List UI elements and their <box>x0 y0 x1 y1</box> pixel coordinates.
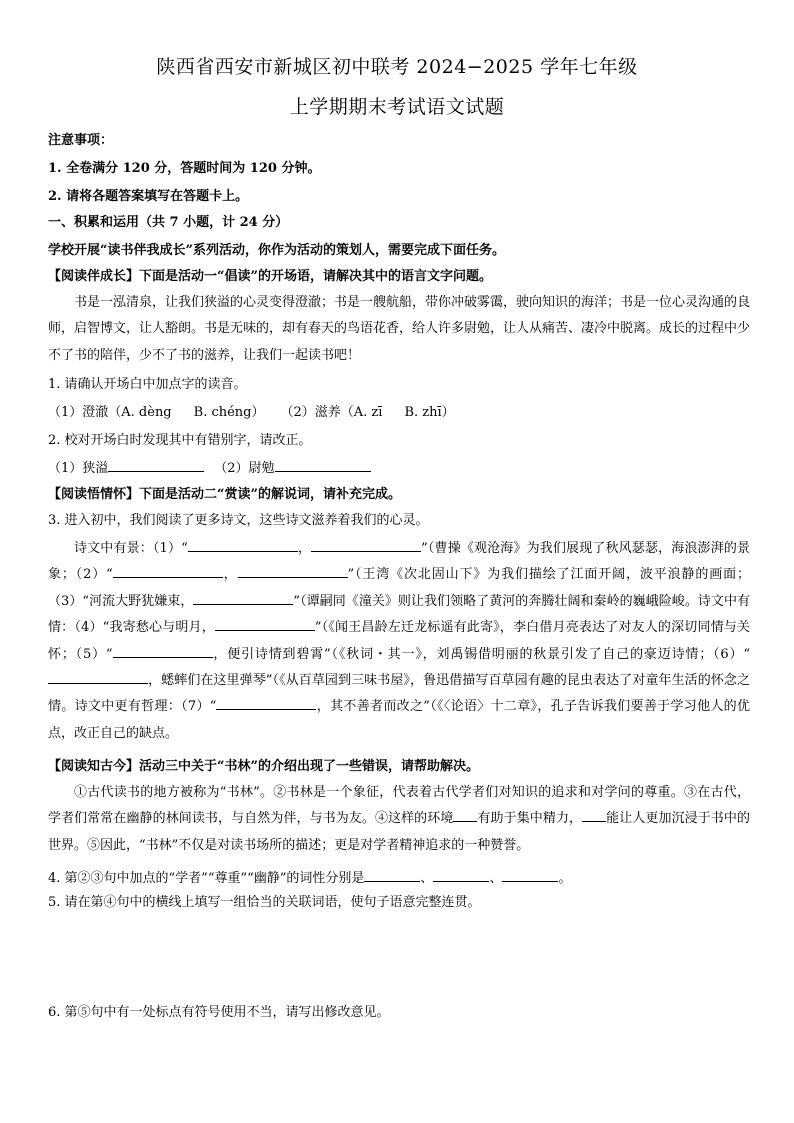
q2-answer-blank-b[interactable] <box>275 458 371 472</box>
section-1-heading: 一、积累和运用（共 7 小题，计 24 分） <box>48 215 289 230</box>
q1-option-b: B. chéng） <box>193 405 265 420</box>
q4-blank-3[interactable] <box>502 868 558 882</box>
question-2: 2. 校对开场白时发现其中有错别字，请改正。 <box>48 433 312 448</box>
part-2-heading: 【阅读悟情怀】下面是活动二“赏读”的解说词，请补充完成。 <box>48 487 401 502</box>
q1-option-d: B. zhī） <box>404 405 455 420</box>
question-2-answers <box>48 458 748 478</box>
connective-blank-2[interactable] <box>582 808 606 822</box>
blank-3[interactable] <box>193 591 293 605</box>
notice-heading: 注意事项： <box>48 133 114 148</box>
notice-item-1: 1. 全卷满分 120 分，答题时间为 120 分钟。 <box>48 161 321 176</box>
q2-item-b: （2）尉勉 <box>214 461 275 476</box>
blank-2b[interactable] <box>238 564 348 578</box>
blank-1b[interactable] <box>311 538 421 552</box>
blank-5[interactable] <box>113 644 213 658</box>
q4-blank-1[interactable] <box>364 868 420 882</box>
page-title-line-2: 上学期期末考试语文试题 <box>289 96 505 118</box>
blank-6[interactable] <box>48 670 148 684</box>
blank-2a[interactable] <box>113 564 223 578</box>
part-1-passage: 书是一泓清泉，让我们狭溢的心灵变得澄澈；书是一艘航船，带你冲破雾霭，驶向知识的海洋；书是一位心灵沟通的良师，启智博文，让人豁朗。书是无味的，却有春天的鸟语花香，给人许多尉勉，让人从痛苦、凄冷中脱离。成长的过程中少不了书的陪伴，少不了书的滋养，让我们一起读书吧！ <box>48 295 751 363</box>
question-5: 5. 请在第④句中的横线上填写一组恰当的关联词语，使句子语意完整连贯。 <box>48 895 481 910</box>
question-1-options <box>48 404 748 422</box>
q2-item-a: （1）狭溢 <box>48 461 109 476</box>
q4-blank-2[interactable] <box>433 868 489 882</box>
page-title-line-1: 陕西省西安市新城区初中联考 2024−2025 学年七年级 <box>156 56 638 78</box>
blank-7[interactable] <box>216 696 316 710</box>
part-3-heading: 【阅读知古今】活动三中关于“书林”的介绍出现了一些错误，请帮助解决。 <box>48 759 479 774</box>
connective-blank-1[interactable] <box>453 808 477 822</box>
blank-4[interactable] <box>215 617 315 631</box>
question-1: 1. 请确认开场白中加点字的读音。 <box>48 377 247 392</box>
question-6: 6. 第⑤句中有一处标点有符号使用不当，请写出修改意见。 <box>48 1005 390 1020</box>
q1-option-a: （1）澄澈（A. dèng <box>48 405 172 420</box>
part-3-passage: ①古代读书的地方被称为“书林”。②书林是一个象征，代表着古代学者们对知识的追求和对学问的尊重。③在古代，学者们常常在幽静的林间读书，与自然为伴，与书为友。④这样的环境 有助于集中精力， 能让人更加沉浸于书中的世界。⑤因此，“书林”不仅是对读书场所的描述；更是对学者精神追求的一种赞誉。 <box>48 785 750 853</box>
question-3-passage: 诗文中有景：（1）“ ， ”（曹操《观沧海》为我们展现了秋风瑟瑟，海浪澎湃的景象；（2）“ ， ”（王湾《次北固山下》为我们描绘了江面开阔，波平浪静的画面；（3）“河流大野犹嫌束， ”（谭嗣同《潼关》则让我们领略了黄河的奔腾壮阔和秦岭的巍峨险峻。诗文中有情：（4）“我寄愁心与明月， ”（《闻王昌龄左迁龙标遥有此寄》，李白借月亮表达了对友人的深切同情与关怀；（5）“ ，便引诗情到碧霄”（《秋词・其一》，刘禹锡借明丽的秋景引发了自己的豪迈诗情；（6）“，蟋蟀们在这里弹琴”（《从百草园到三味书屋》，鲁迅借描写百草园有趣的昆虫表达了对童年生活的怀念之情。诗文中更有哲理：（7）“ ，其不善者而改之”（《〈论语〉十二章》，孔子告诉我们要善于学习他人的优点，改正自己的缺点。 <box>48 536 750 747</box>
notice-item-2: 2. 请将各题答案填写在答题卡上。 <box>48 189 249 204</box>
part-1-heading: 【阅读伴成长】下面是活动一“倡读”的开场语，请解决其中的语言文字问题。 <box>48 269 492 284</box>
q2-answer-blank-a[interactable] <box>108 458 204 472</box>
section-1-intro: 学校开展“读书伴我成长”系列活动，你作为活动的策划人，需要完成下面任务。 <box>48 243 505 258</box>
question-3: 3. 进入初中，我们阅读了更多诗文，这些诗文滋养着我们的心灵。 <box>48 513 429 528</box>
blank-1a[interactable] <box>188 538 298 552</box>
q1-option-c: （2）滋养（A. zī <box>280 405 383 420</box>
question-4: 4. 第②③句中加点的“学者”“尊重”“幽静”的词性分别是 、 、 。 <box>48 868 748 888</box>
